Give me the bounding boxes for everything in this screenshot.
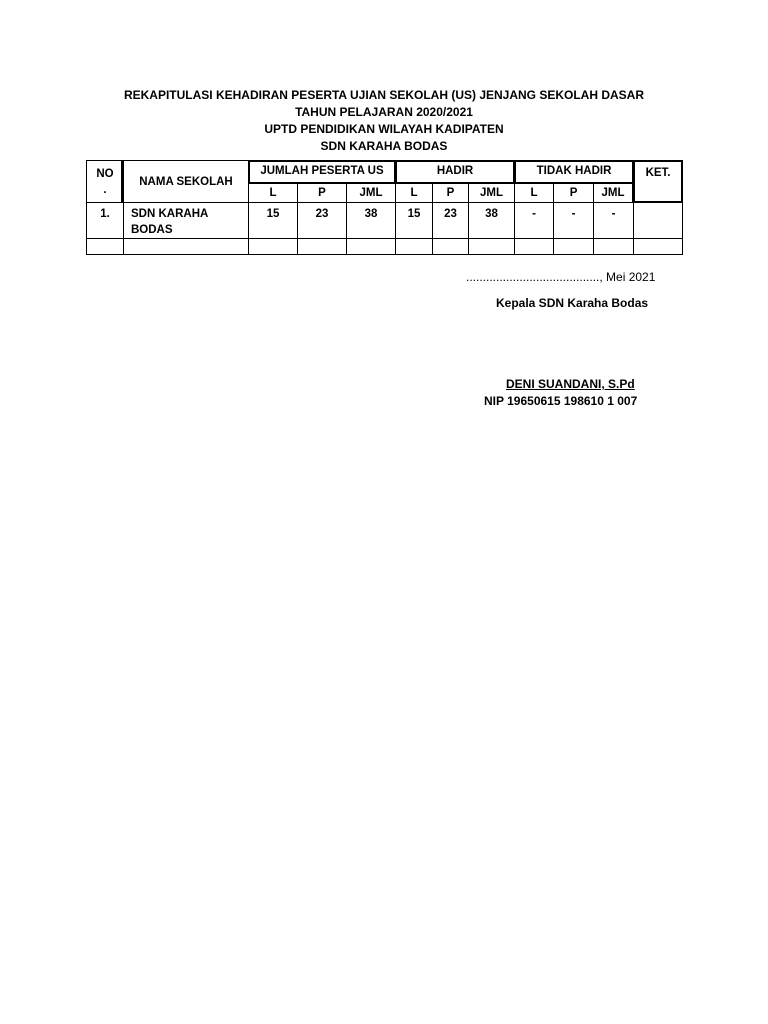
cell-tidak-hadir-p: - [553,202,593,238]
subheader-hadir-p: P [432,183,468,202]
header-no-dot: . [103,184,107,196]
subheader-tidak-hadir-jml: JML [593,183,633,202]
empty-cell [248,238,297,255]
header-jumlah-peserta: JUMLAH PESERTA US [248,160,395,183]
header-ket: KET. [633,160,683,202]
subheader-jumlah-p: P [297,183,346,202]
subheader-jumlah-jml: JML [346,183,395,202]
subheader-tidak-hadir-l: L [514,183,553,202]
header-hadir: HADIR [395,160,514,183]
empty-cell [395,238,432,255]
cell-nama-line-2: BODAS [131,224,173,236]
empty-cell [593,238,633,255]
cell-no: 1. [86,202,123,238]
empty-cell [553,238,593,255]
title-line-3: UPTD PENDIDIKAN WILAYAH KADIPATEN [264,122,504,136]
cell-jumlah-l: 15 [248,202,297,238]
document-title [0,87,768,155]
subheader-hadir-l: L [395,183,432,202]
header-nama-sekolah: NAMA SEKOLAH [123,160,248,202]
table-row [86,202,683,238]
header-row-1 [86,160,683,183]
signature-date: ........................................, Mei 2021 [466,270,656,284]
cell-hadir-p: 23 [432,202,468,238]
cell-jumlah-p: 23 [297,202,346,238]
empty-cell [346,238,395,255]
cell-jumlah-jml: 38 [346,202,395,238]
cell-tidak-hadir-l: - [514,202,553,238]
subheader-tidak-hadir-p: P [553,183,593,202]
signature-nip: NIP 19650615 198610 1 007 [484,394,638,408]
empty-cell [514,238,553,255]
cell-tidak-hadir-jml: - [593,202,633,238]
header-tidak-hadir: TIDAK HADIR [514,160,633,183]
cell-hadir-l: 15 [395,202,432,238]
empty-cell [123,238,248,255]
empty-cell [468,238,514,255]
title-line-4: SDN KARAHA BODAS [320,139,448,153]
title-line-2: TAHUN PELAJARAN 2020/2021 [295,105,473,119]
header-no [86,160,123,202]
signature-name: DENI SUANDANI, S.Pd [506,377,635,391]
empty-cell [86,238,123,255]
cell-hadir-jml: 38 [468,202,514,238]
attendance-table [86,160,683,255]
header-no-label: NO [96,168,114,180]
title-line-1: REKAPITULASI KEHADIRAN PESERTA UJIAN SEKOLAH (US) JENJANG SEKOLAH DASAR [123,88,645,102]
empty-cell [633,238,683,255]
subheader-jumlah-l: L [248,183,297,202]
empty-cell [297,238,346,255]
subheader-hadir-jml: JML [468,183,514,202]
empty-row [86,238,683,255]
signature-role: Kepala SDN Karaha Bodas [496,296,649,310]
cell-nama-sekolah [123,202,248,238]
cell-ket [633,202,683,238]
cell-nama-line-1: SDN KARAHA [131,208,209,220]
empty-cell [432,238,468,255]
